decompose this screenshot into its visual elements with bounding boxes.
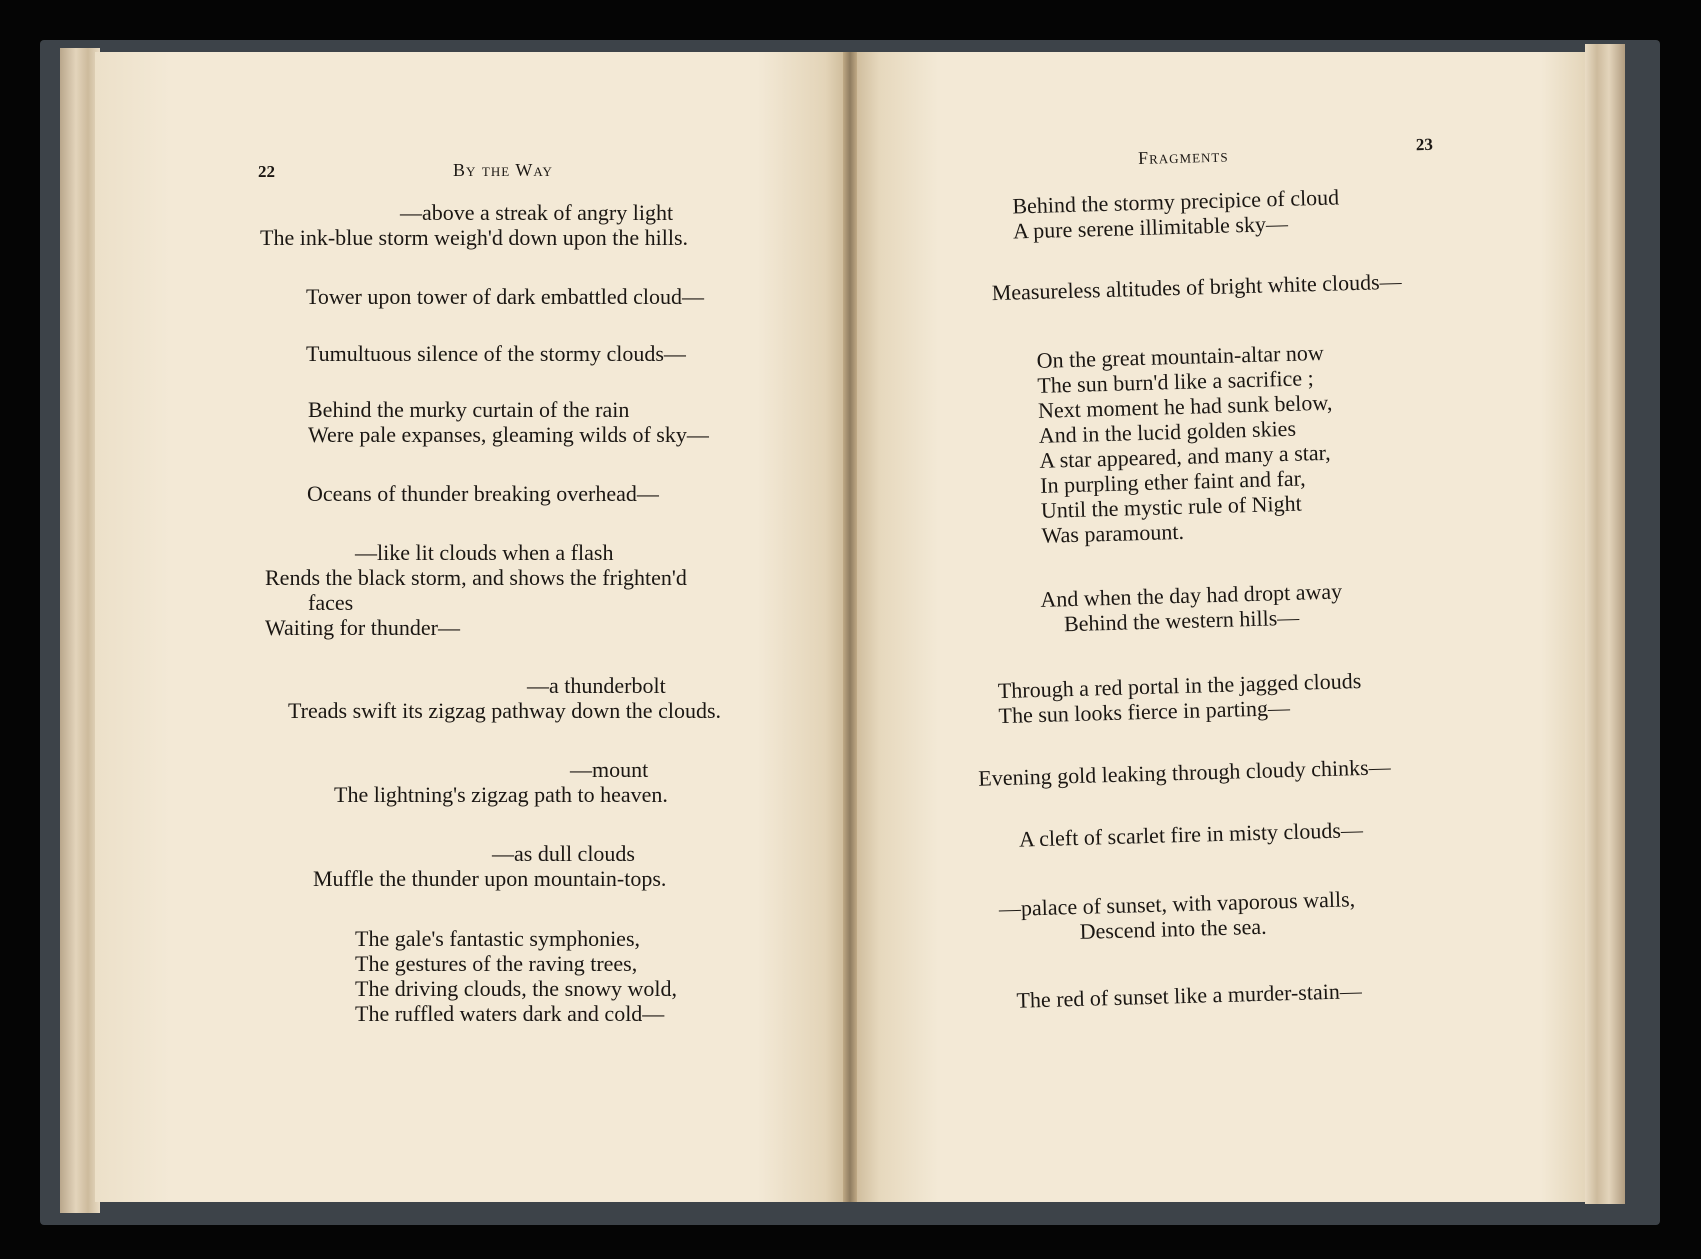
running-head: Fragments <box>1137 145 1229 168</box>
verse-line: The sun burn'd like a sacrifice ; <box>1037 365 1315 398</box>
verse-line: Behind the murky curtain of the rain <box>308 397 630 422</box>
verse-line: Muffle the thunder upon mountain-tops. <box>313 866 667 891</box>
verse-line: A star appeared, and many a star, <box>1039 439 1331 473</box>
verse-line: The sun looks fierce in parting— <box>998 694 1291 729</box>
verse-line: Through a red portal in the jagged clouds <box>997 667 1362 704</box>
verse-line: The ruffled waters dark and cold— <box>355 1001 665 1026</box>
verse-line: The gestures of the raving trees, <box>355 951 638 976</box>
verse-line: A pure serene illimitable sky— <box>1012 210 1289 244</box>
page-number: 23 <box>1415 134 1434 155</box>
verse-line: Tower upon tower of dark embattled cloud— <box>306 284 705 309</box>
verse-line: Oceans of thunder breaking overhead— <box>307 481 659 506</box>
running-head: By the Way <box>453 160 553 180</box>
verse-line: faces <box>308 590 354 615</box>
verse-line: —as dull clouds <box>492 841 635 866</box>
verse-line: Descend into the sea. <box>1079 913 1267 944</box>
verse-line: And in the lucid golden skies <box>1038 415 1297 448</box>
page-number: 22 <box>258 162 275 181</box>
verse-line: Behind the stormy precipice of cloud <box>1012 184 1340 219</box>
verse-line: Were pale expanses, gleaming wilds of sky— <box>308 422 709 447</box>
verse-line: Rends the black storm, and shows the frighten'd <box>265 565 687 590</box>
verse-line: A cleft of scarlet fire in misty clouds— <box>1018 816 1364 852</box>
verse-line: Until the mystic rule of Night <box>1040 490 1303 523</box>
verse-line: Tumultuous silence of the stormy clouds— <box>306 341 686 366</box>
verse-line: Evening gold leaking through cloudy chinks— <box>977 754 1391 791</box>
book-gutter <box>843 52 857 1202</box>
verse-line: The gale's fantastic symphonies, <box>355 926 641 951</box>
verse-line: On the great mountain-altar now <box>1036 339 1325 373</box>
page-edges-left <box>60 48 100 1213</box>
verse-line: —like lit clouds when a flash <box>355 540 614 565</box>
right-page <box>850 52 1585 1202</box>
verse-line: And when the day had dropt away <box>1040 578 1343 612</box>
verse-line: Behind the western hills— <box>1063 604 1300 637</box>
verse-line: Was paramount. <box>1041 518 1185 548</box>
verse-line: —mount <box>570 757 649 782</box>
verse-line: Waiting for thunder— <box>265 615 460 640</box>
verse-line: In purpling ether faint and far, <box>1039 465 1306 498</box>
verse-line: —a thunderbolt <box>527 673 666 698</box>
verse-line: Measureless altitudes of bright white clouds— <box>991 268 1402 306</box>
verse-line: Next moment he had sunk below, <box>1037 389 1333 423</box>
verse-line: The lightning's zigzag path to heaven. <box>334 782 668 807</box>
verse-line: —palace of sunset, with vaporous walls, <box>998 886 1356 922</box>
verse-line: —above a streak of angry light <box>400 200 674 225</box>
verse-line: Treads swift its zigzag pathway down the clouds. <box>288 698 722 723</box>
verse-line: The driving clouds, the snowy wold, <box>355 976 678 1001</box>
verse-line: The ink-blue storm weigh'd down upon the hills. <box>260 225 689 250</box>
verse-line: The red of sunset like a murder-stain— <box>1016 978 1363 1013</box>
left-page <box>95 52 848 1202</box>
